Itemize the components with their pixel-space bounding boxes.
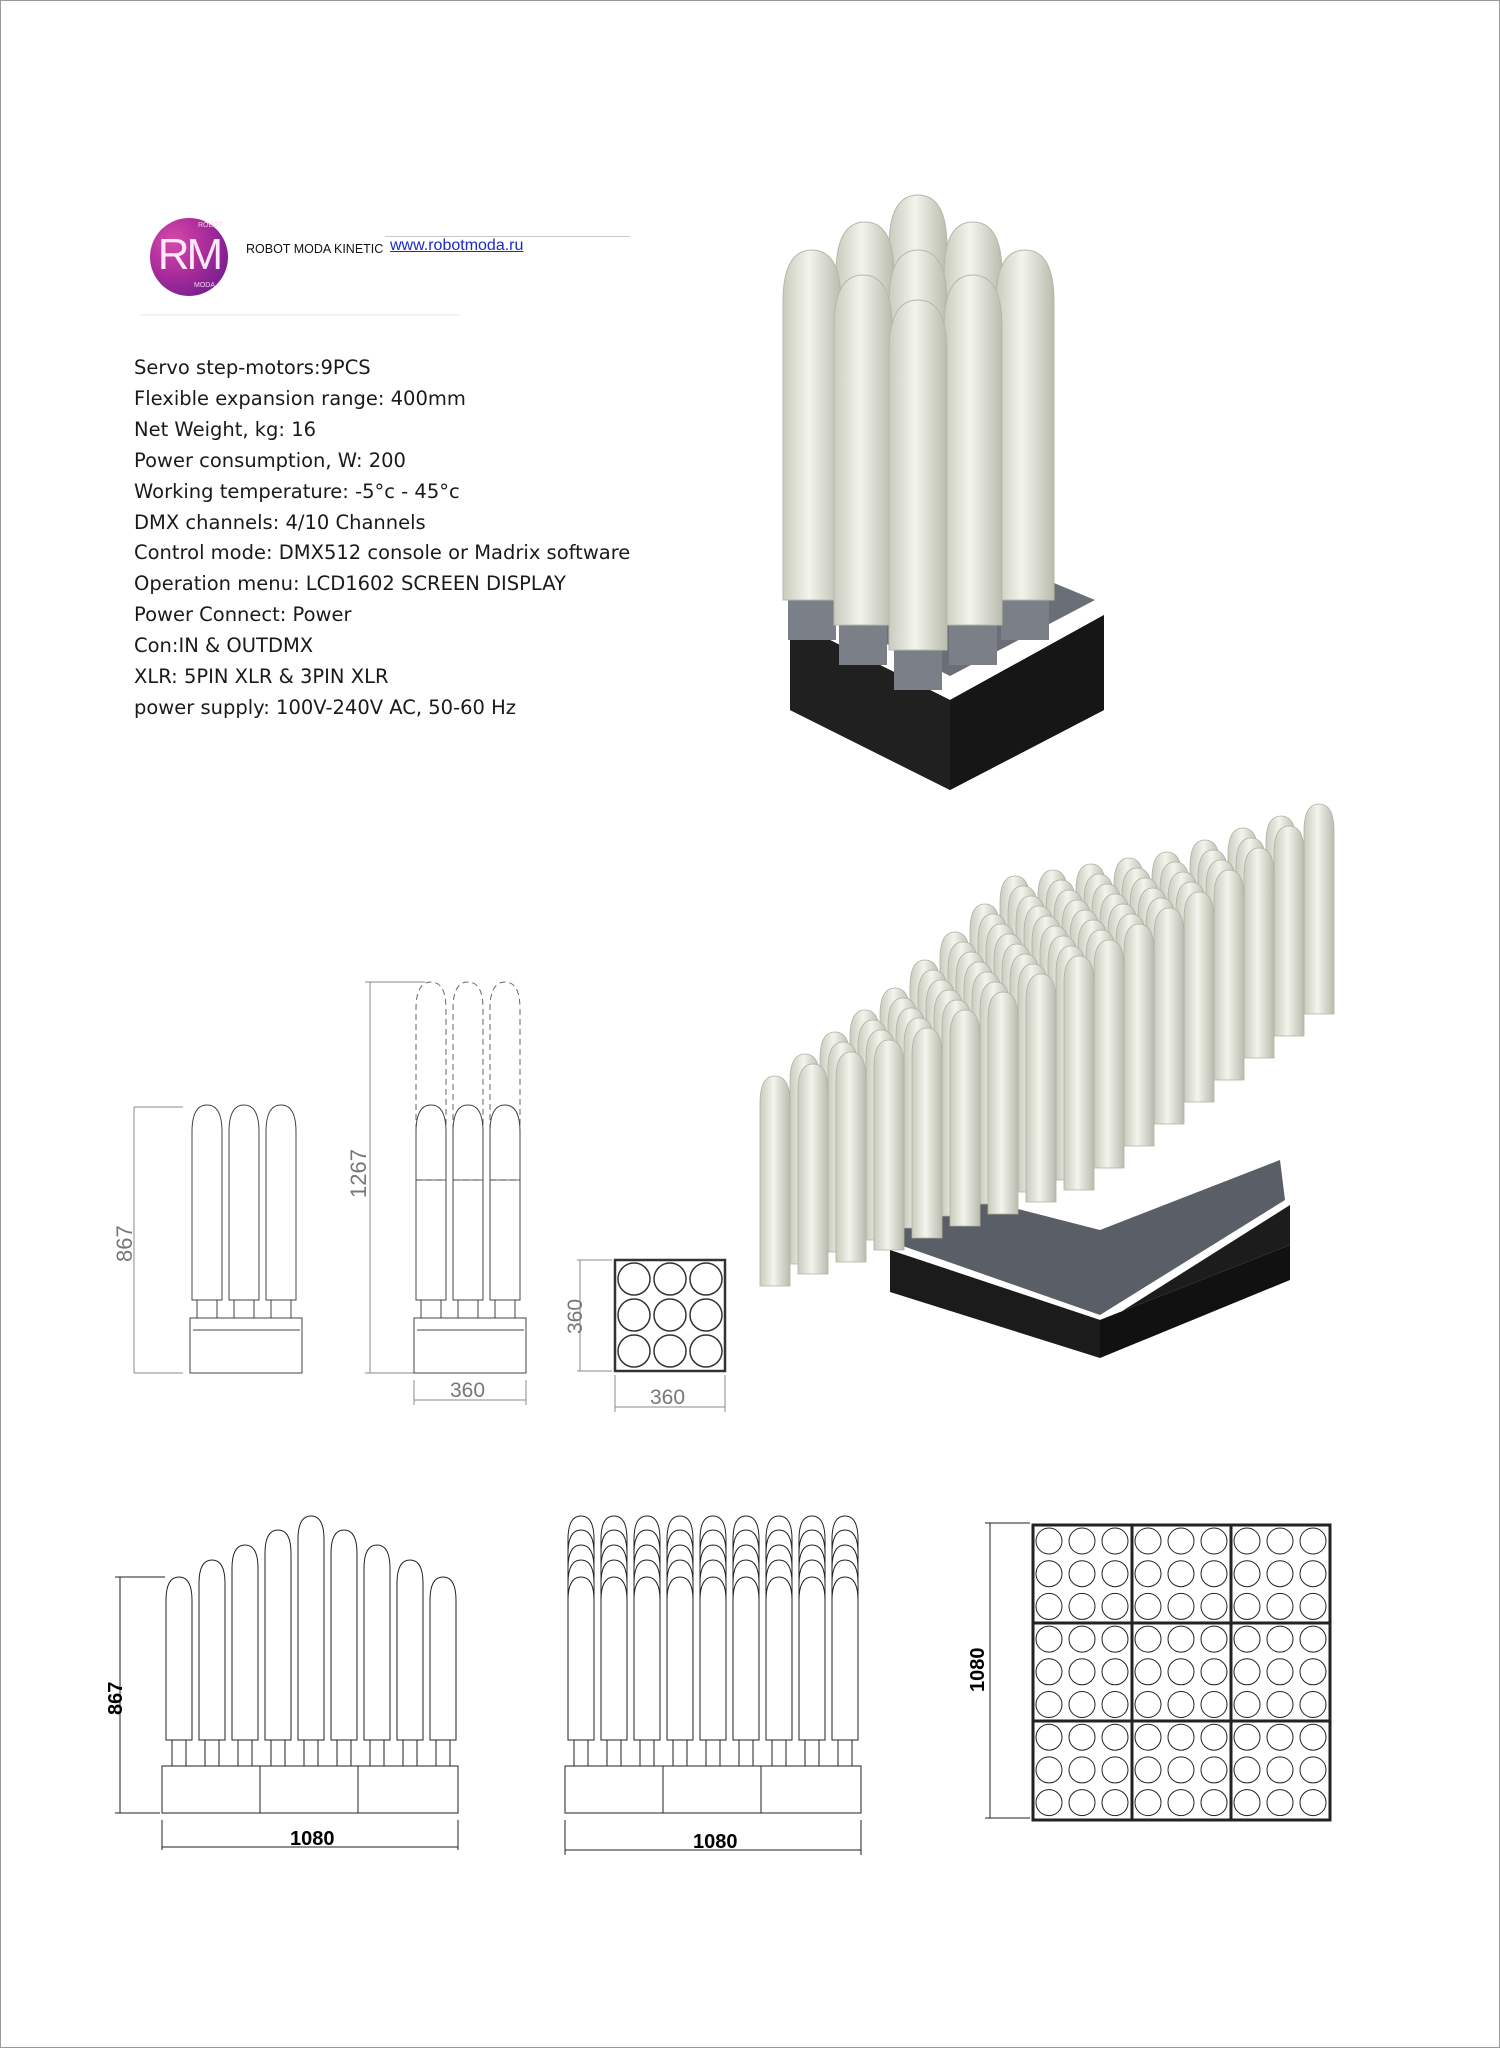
tube-circle: [690, 1335, 722, 1367]
spec-item: Operation menu: LCD1602 SCREEN DISPLAY: [134, 572, 566, 596]
tube-circle: [1201, 1692, 1227, 1718]
tube: [889, 300, 947, 650]
tube-circle: [1036, 1790, 1062, 1816]
tube-outline: [700, 1577, 726, 1740]
spec-item: Flexible expansion range: 400mm: [134, 386, 466, 410]
tube-circle: [1267, 1757, 1293, 1783]
dim-1080-side: 1080: [693, 1831, 738, 1853]
tube-circle: [1201, 1626, 1227, 1652]
tube-circle: [1069, 1626, 1095, 1652]
actuator-outline: [271, 1740, 285, 1766]
tube: [1274, 826, 1304, 1036]
array-render: [760, 804, 1334, 1358]
actuator-outline: [574, 1740, 588, 1766]
side-view-extended: [365, 982, 526, 1405]
tube: [1064, 956, 1094, 1190]
spec-item: Net Weight, kg: 16: [134, 417, 317, 441]
tube-circle: [1267, 1724, 1293, 1750]
spec-item: XLR: 5PIN XLR & 3PIN XLR: [134, 665, 389, 689]
tube-circle: [1168, 1757, 1194, 1783]
tube-outline: [364, 1545, 390, 1740]
tube-circle: [1036, 1593, 1062, 1619]
dim-1267: 1267: [346, 1149, 371, 1198]
dim-867-array: 867: [105, 1681, 127, 1715]
actuator-outline: [640, 1740, 654, 1766]
tube-outline: [192, 1105, 222, 1300]
tube-circle: [1102, 1757, 1128, 1783]
tube-circle: [1234, 1757, 1260, 1783]
tube-circle: [1168, 1593, 1194, 1619]
tube-circle: [1300, 1528, 1326, 1554]
tube-circle: [1267, 1692, 1293, 1718]
tube-outline: [229, 1105, 259, 1300]
tube-circle: [1201, 1724, 1227, 1750]
tube-circle: [654, 1263, 686, 1295]
tube-extended-outline: [416, 982, 446, 1180]
actuator-outline: [838, 1740, 852, 1766]
tube-circle: [1300, 1790, 1326, 1816]
tube: [1244, 848, 1274, 1058]
spec-item: Power Connect: Power: [134, 603, 352, 627]
dim-360-side: 360: [564, 1298, 587, 1334]
tube-circle: [1300, 1626, 1326, 1652]
tube-circle: [1234, 1561, 1260, 1587]
tube-extended-outline: [490, 982, 520, 1180]
tube-circle: [1300, 1757, 1326, 1783]
tube-circle: [1069, 1561, 1095, 1587]
tube-circle: [1135, 1561, 1161, 1587]
tube-circle: [1102, 1626, 1128, 1652]
actuator-outline: [436, 1740, 450, 1766]
tube-circle: [1201, 1659, 1227, 1685]
tube: [996, 250, 1054, 600]
actuator-outline: [739, 1740, 753, 1766]
actuator-outline: [197, 1300, 217, 1318]
tube-circle: [1102, 1561, 1128, 1587]
spec-item: Servo step-motors:9PCS: [134, 356, 371, 379]
tube-outline: [298, 1516, 324, 1740]
tube-circle: [1036, 1692, 1062, 1718]
tube-circle: [1069, 1790, 1095, 1816]
spec-item: Control mode: DMX512 console or Madrix software: [134, 541, 631, 565]
tube-circle: [1102, 1593, 1128, 1619]
tube-circle: [1102, 1790, 1128, 1816]
tube-circle: [1036, 1561, 1062, 1587]
tube-circle: [1135, 1724, 1161, 1750]
tube-outline: [601, 1577, 627, 1740]
tube-outline: [453, 1105, 483, 1300]
tube-circle: [1267, 1528, 1293, 1554]
module-render-3x3: [783, 195, 1104, 790]
tube-circle: [1234, 1593, 1260, 1619]
tube: [1154, 908, 1184, 1124]
dim-867-small: 867: [112, 1225, 137, 1262]
tube: [1124, 924, 1154, 1146]
array-side-view: [565, 1516, 861, 1855]
tube: [874, 1040, 904, 1250]
dim-1080-front: 1080: [290, 1828, 335, 1850]
tube: [836, 1052, 866, 1262]
tube-circle: [1036, 1626, 1062, 1652]
tube-circle: [1102, 1528, 1128, 1554]
tube-circle: [1102, 1659, 1128, 1685]
tube-outline: [634, 1577, 660, 1740]
tube: [783, 250, 841, 600]
tube: [798, 1064, 828, 1274]
tube-circle: [690, 1263, 722, 1295]
tube: [912, 1028, 942, 1238]
spec-item: Working temperature: -5°c - 45°c: [134, 479, 460, 503]
tube-circle: [1069, 1724, 1095, 1750]
tube-circle: [654, 1335, 686, 1367]
actuator-outline: [495, 1300, 515, 1318]
tube-outline: [199, 1560, 225, 1740]
tube-outline: [232, 1545, 258, 1740]
tube-circle: [1234, 1659, 1260, 1685]
tube-outline: [667, 1577, 693, 1740]
tube: [944, 275, 1002, 625]
tube-circle: [1069, 1757, 1095, 1783]
spec-item: power supply: 100V-240V AC, 50-60 Hz: [134, 695, 517, 719]
actuator-outline: [805, 1740, 819, 1766]
tube: [1026, 974, 1056, 1202]
tube-outline: [490, 1105, 520, 1300]
tube-outline: [397, 1560, 423, 1740]
tube-circle: [1168, 1692, 1194, 1718]
tube-circle: [1069, 1659, 1095, 1685]
tube: [1094, 940, 1124, 1168]
tube-circle: [1201, 1757, 1227, 1783]
actuator-outline: [370, 1740, 384, 1766]
tube-circle: [618, 1263, 650, 1295]
tube-circle: [1300, 1659, 1326, 1685]
tube-circle: [1234, 1692, 1260, 1718]
tube-circle: [1135, 1790, 1161, 1816]
actuator-outline: [458, 1300, 478, 1318]
tube-circle: [618, 1335, 650, 1367]
actuator-outline: [205, 1740, 219, 1766]
tube: [834, 275, 892, 625]
tube-circle: [1168, 1528, 1194, 1554]
tube-circle: [1069, 1593, 1095, 1619]
actuator-outline: [673, 1740, 687, 1766]
tube-circle: [1267, 1626, 1293, 1652]
tube-outline: [265, 1530, 291, 1740]
tube-circle: [1036, 1757, 1062, 1783]
base-outline: [190, 1318, 302, 1373]
tube-circle: [1267, 1593, 1293, 1619]
logo-bottom-text: MODA: [194, 282, 215, 289]
tube-circle: [1168, 1626, 1194, 1652]
tube-circle: [1069, 1528, 1095, 1554]
actuator-outline: [234, 1300, 254, 1318]
tube-circle: [1036, 1528, 1062, 1554]
actuator-outline: [403, 1740, 417, 1766]
tube-circle: [1234, 1790, 1260, 1816]
tube-circle: [1135, 1659, 1161, 1685]
tube-circle: [1168, 1561, 1194, 1587]
actuator-outline: [271, 1300, 291, 1318]
actuator-outline: [337, 1740, 351, 1766]
tube-circle: [1201, 1528, 1227, 1554]
module-cylinders: [783, 195, 1054, 690]
actuator-outline: [421, 1300, 441, 1318]
tube-outline: [166, 1577, 192, 1740]
tube-outline: [733, 1577, 759, 1740]
tube-circle: [1300, 1692, 1326, 1718]
tube-circle: [618, 1299, 650, 1331]
tube-circle: [1300, 1561, 1326, 1587]
tube-circle: [1135, 1757, 1161, 1783]
logo-top-text: ROBOT: [198, 222, 223, 229]
dim-360-top: 360: [650, 1386, 686, 1409]
tube-circle: [1201, 1561, 1227, 1587]
tube-circle: [1267, 1561, 1293, 1587]
actuator-outline: [238, 1740, 252, 1766]
tube-circle: [1234, 1626, 1260, 1652]
actuator-outline: [706, 1740, 720, 1766]
side-view-retracted: [134, 1105, 302, 1373]
tube-circle: [1234, 1528, 1260, 1554]
spec-item: Con:IN & OUTDMX: [134, 634, 314, 658]
tube-outline: [766, 1577, 792, 1740]
logo-letters: RM: [157, 230, 221, 279]
tube-circle: [1069, 1692, 1095, 1718]
tube-outline: [799, 1577, 825, 1740]
tube-circle: [1234, 1724, 1260, 1750]
tube-circle: [1036, 1724, 1062, 1750]
tube-circle: [1201, 1790, 1227, 1816]
website-link[interactable]: www.robotmoda.ru: [390, 237, 524, 254]
array-top-view: [985, 1523, 1330, 1820]
tube-circle: [1168, 1659, 1194, 1685]
tube-circle: [1102, 1724, 1128, 1750]
tube: [950, 1010, 980, 1226]
spec-item: Power consumption, W: 200: [134, 448, 406, 472]
tube-circle: [1267, 1659, 1293, 1685]
tube-outline: [416, 1105, 446, 1300]
tube-circle: [1102, 1692, 1128, 1718]
actuator-outline: [607, 1740, 621, 1766]
dim-1080-top: 1080: [967, 1647, 989, 1692]
tube-circle: [1168, 1790, 1194, 1816]
actuator-outline: [172, 1740, 186, 1766]
tube: [1184, 892, 1214, 1102]
tube: [988, 992, 1018, 1214]
base-outline: [414, 1318, 526, 1373]
tube: [1304, 804, 1334, 1014]
tube-outline: [331, 1530, 357, 1740]
dim-360-width: 360: [450, 1379, 486, 1402]
actuator-outline: [772, 1740, 786, 1766]
tube: [760, 1076, 790, 1286]
tube-circle: [1135, 1593, 1161, 1619]
spec-item: DMX channels: 4/10 Channels: [134, 510, 426, 534]
tube-circle: [690, 1299, 722, 1331]
brand-name: ROBOT MODA KINETIC: [246, 242, 384, 256]
tube-circle: [1300, 1724, 1326, 1750]
tube-outline: [832, 1577, 858, 1740]
actuator-outline: [304, 1740, 318, 1766]
tube: [1214, 870, 1244, 1080]
tube-circle: [654, 1299, 686, 1331]
tube-circle: [1135, 1528, 1161, 1554]
tube-outline: [568, 1577, 594, 1740]
tube-outline: [430, 1577, 456, 1740]
tube-circle: [1036, 1659, 1062, 1685]
tube-circle: [1300, 1593, 1326, 1619]
array-front-view: [115, 1516, 458, 1850]
tube-circle: [1135, 1626, 1161, 1652]
tube-circle: [1267, 1790, 1293, 1816]
tube-circle: [1135, 1692, 1161, 1718]
tube-circle: [1201, 1593, 1227, 1619]
tube-outline: [266, 1105, 296, 1300]
tube-circle: [1168, 1724, 1194, 1750]
tube-extended-outline: [453, 982, 483, 1180]
